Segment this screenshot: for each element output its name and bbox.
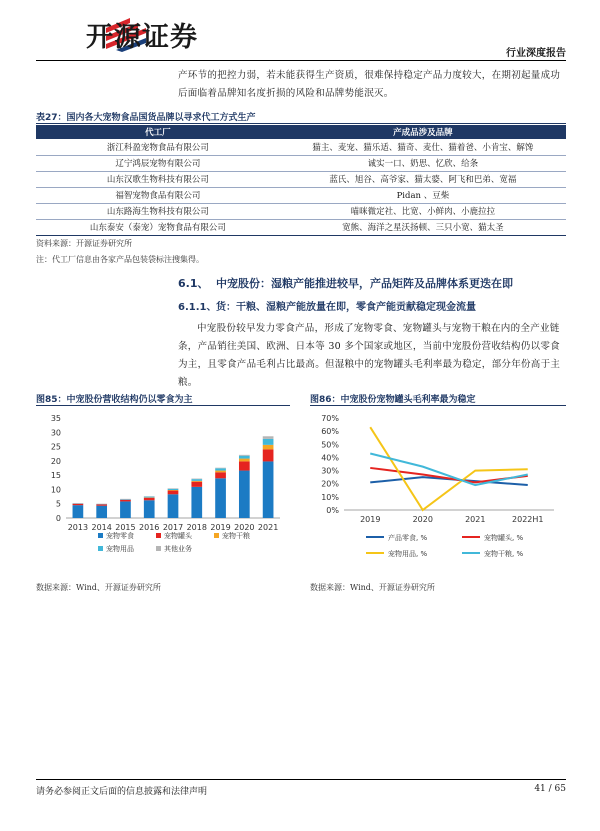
bar-segment bbox=[191, 487, 202, 518]
legend-swatch bbox=[98, 533, 103, 538]
caption-rule bbox=[310, 405, 566, 406]
bar-segment bbox=[168, 489, 179, 490]
y-tick-label: 25 bbox=[50, 442, 61, 452]
x-tick-label: 2018 bbox=[186, 523, 207, 532]
bar-segment bbox=[263, 436, 274, 439]
bar-segment bbox=[168, 488, 179, 489]
bar-segment bbox=[73, 504, 84, 505]
bar-segment bbox=[239, 455, 250, 456]
section-heading-6-1 bbox=[178, 275, 513, 291]
bar-segment bbox=[168, 490, 179, 491]
oem-factory-cell: 山东汉歌生物科技有限公司 bbox=[36, 171, 280, 187]
x-tick-label: 2014 bbox=[91, 523, 112, 532]
bar-segment bbox=[120, 500, 131, 502]
bar-segment bbox=[144, 500, 155, 518]
footer-disclaimer: 请务必参阅正文后面的信息披露和法律声明 bbox=[36, 787, 208, 797]
y-tick-label: 40% bbox=[321, 453, 339, 463]
bar-segment bbox=[120, 501, 131, 518]
brand-list-cell: 喵咪微定社、比宽、小鲜肉、小鹿拉拉 bbox=[280, 203, 566, 219]
y-tick-label: 50% bbox=[321, 440, 339, 450]
figure-85-chart bbox=[36, 410, 290, 582]
brand-list-cell: 蓝氏、旭谷、高爷家、猫太婆、阿飞和巴弟、宽福 bbox=[280, 171, 566, 187]
bar-segment bbox=[215, 471, 226, 473]
legend-label: 宠物零食 bbox=[106, 532, 134, 540]
bar-segment bbox=[96, 504, 107, 505]
table-note: 注：代工厂信息由各家产品包装袋标注搜集得。 bbox=[36, 255, 204, 264]
y-tick-label: 15 bbox=[50, 471, 61, 481]
bar-segment bbox=[263, 461, 274, 518]
oem-factory-cell: 浙江科盈宠物食品有限公司 bbox=[36, 139, 280, 155]
oem-factory-cell: 福智宠物食品有限公司 bbox=[36, 187, 280, 203]
table-27-caption: 表27：国内各大宠物食品国货品牌以寻求代工方式生产 bbox=[36, 113, 256, 123]
figure-86-source: 数据来源：Wind、开源证券研究所 bbox=[310, 583, 435, 592]
y-tick-label: 0% bbox=[326, 506, 339, 515]
y-tick-label: 60% bbox=[321, 427, 339, 437]
table-row bbox=[36, 155, 566, 171]
section-title: 中宠股份：湿粮产能推进较早，产品矩阵及品牌体系更迭在即 bbox=[216, 277, 513, 290]
figure-85-source: 数据来源：Wind、开源证券研究所 bbox=[36, 583, 161, 592]
report-type-label: 行业深度报告 bbox=[506, 48, 566, 59]
bar-segment bbox=[73, 505, 84, 518]
y-tick-label: 10 bbox=[50, 485, 61, 495]
caption-rule bbox=[36, 405, 290, 406]
y-tick-label: 10% bbox=[321, 492, 339, 502]
table-row bbox=[36, 171, 566, 187]
x-tick-label: 2019 bbox=[210, 523, 231, 532]
legend-swatch bbox=[98, 546, 103, 551]
legend-label: 宠物用品, % bbox=[388, 550, 428, 558]
bar-segment bbox=[215, 468, 226, 469]
y-tick-label: 30% bbox=[321, 466, 339, 476]
page-number: 41 / 65 bbox=[534, 784, 566, 794]
section-heading-6-1-1 bbox=[178, 298, 476, 313]
x-tick-label: 2019 bbox=[360, 515, 381, 524]
bar-segment bbox=[239, 459, 250, 462]
oem-factory-cell: 山东泰安（泰宠）宠物食品有限公司 bbox=[36, 219, 280, 235]
table-row bbox=[36, 139, 566, 155]
legend-swatch bbox=[156, 533, 161, 538]
revenue-structure-bar-chart bbox=[36, 410, 290, 578]
x-tick-label: 2017 bbox=[162, 523, 184, 532]
bar-segment bbox=[120, 499, 131, 500]
bar-segment bbox=[263, 445, 274, 450]
legend-swatch bbox=[156, 546, 161, 551]
table-header-row bbox=[36, 125, 566, 139]
bar-segment bbox=[263, 449, 274, 461]
bar-segment bbox=[263, 439, 274, 445]
footer-divider bbox=[36, 779, 566, 780]
oem-factory-cell: 辽宁鸿辰宠物有限公司 bbox=[36, 155, 280, 171]
section-title: 货：干粮、湿粮产能放量在即，零食产能贡献稳定现金流量 bbox=[216, 302, 476, 313]
y-tick-label: 20% bbox=[321, 479, 339, 489]
oem-factory-cell: 山东路海生物科技有限公司 bbox=[36, 203, 280, 219]
legend-label: 宠物用品 bbox=[106, 545, 134, 553]
y-tick-label: 35 bbox=[50, 414, 61, 423]
table-source: 资料来源：开源证券研究所 bbox=[36, 239, 132, 248]
bar-segment bbox=[215, 478, 226, 518]
table-row bbox=[36, 219, 566, 235]
legend-label: 产品零食, % bbox=[388, 534, 428, 542]
x-tick-label: 2021 bbox=[465, 515, 486, 524]
x-tick-label: 2020 bbox=[412, 515, 433, 524]
y-tick-label: 5 bbox=[55, 499, 61, 509]
x-tick-label: 2015 bbox=[115, 523, 136, 532]
legend-label: 宠物干粮, % bbox=[484, 550, 524, 558]
bar-segment bbox=[191, 481, 202, 482]
x-tick-label: 2021 bbox=[257, 523, 279, 532]
bar-segment bbox=[168, 491, 179, 495]
brand-list-cell: 诚实一口、奶思、忆欣、给条 bbox=[280, 155, 566, 171]
legend-swatch bbox=[214, 533, 219, 538]
section-number: 6.1、 bbox=[178, 277, 209, 290]
bar-segment bbox=[191, 479, 202, 481]
y-tick-label: 0 bbox=[55, 514, 61, 523]
y-tick-label: 20 bbox=[50, 456, 61, 466]
bar-segment bbox=[96, 506, 107, 518]
legend-label: 其他业务 bbox=[164, 545, 192, 553]
bar-segment bbox=[144, 498, 155, 501]
legend-label: 宠物罐头, % bbox=[484, 534, 524, 542]
x-tick-label: 2022H1 bbox=[512, 515, 544, 524]
table-row bbox=[36, 187, 566, 203]
intro-paragraph: 产环节的把控力弱，若未能获得生产资质，很难保持稳定产品力度较大，在期初起量成功后面临着品牌知名度折损的风险和品牌势能泯灭。 bbox=[178, 70, 561, 99]
series-line bbox=[370, 427, 528, 510]
brand-list-cell: 宽熊、海洋之星沃扬顿、三只小宽、猫太圣 bbox=[280, 219, 566, 235]
table-row bbox=[36, 203, 566, 219]
legend-label: 宠物干粮 bbox=[222, 532, 250, 540]
bar-segment bbox=[191, 479, 202, 480]
bar-segment bbox=[239, 471, 250, 518]
section-number: 6.1.1、 bbox=[178, 302, 217, 313]
figure-86-chart bbox=[310, 410, 566, 582]
table-header-cell: 产成品涉及品牌 bbox=[280, 125, 566, 139]
bar-segment bbox=[239, 456, 250, 459]
brand-list-cell: Pidan 、豆柴 bbox=[280, 187, 566, 203]
figure-85-caption: 图85：中宠股份营收结构仍以零食为主 bbox=[36, 395, 193, 405]
bar-segment bbox=[215, 472, 226, 478]
y-tick-label: 70% bbox=[321, 414, 339, 423]
caption-rule bbox=[36, 123, 566, 124]
page-header bbox=[0, 0, 600, 62]
table-header-cell: 代工厂 bbox=[36, 125, 280, 139]
figure-86-caption: 图86：中宠股份宠物罐头毛利率最为稳定 bbox=[310, 395, 476, 405]
bar-segment bbox=[144, 497, 155, 498]
x-tick-label: 2013 bbox=[67, 523, 89, 532]
header-divider bbox=[36, 60, 566, 61]
bar-segment bbox=[215, 468, 226, 470]
main-paragraph: 中宠股份较早发力零食产品，形成了宠物零食、宠物罐头与宠物干粮在内的全产业链条，产品销往美国、欧洲、日本等 30 多个国家或地区，当前中宠股份营收结构仍以零食为主，且零食产品毛利占比最高。但湿粮中的宠物罐头毛利率最为稳定，部分年份高于主粮。 bbox=[178, 323, 561, 388]
gross-margin-line-chart bbox=[310, 410, 566, 578]
bar-segment bbox=[168, 494, 179, 518]
bar-segment bbox=[239, 461, 250, 470]
brand-name: 开源证券 bbox=[86, 22, 198, 53]
brand-list-cell: 猫主、麦宠、猫乐适、猫奇、麦仕、猫着爸、小肯宝、解馋 bbox=[280, 139, 566, 155]
x-tick-label: 2020 bbox=[234, 523, 255, 532]
legend-label: 宠物罐头 bbox=[164, 532, 192, 540]
x-tick-label: 2016 bbox=[139, 523, 160, 532]
bar-segment bbox=[191, 482, 202, 487]
brand-oem-table bbox=[36, 125, 566, 236]
y-tick-label: 30 bbox=[50, 428, 61, 438]
